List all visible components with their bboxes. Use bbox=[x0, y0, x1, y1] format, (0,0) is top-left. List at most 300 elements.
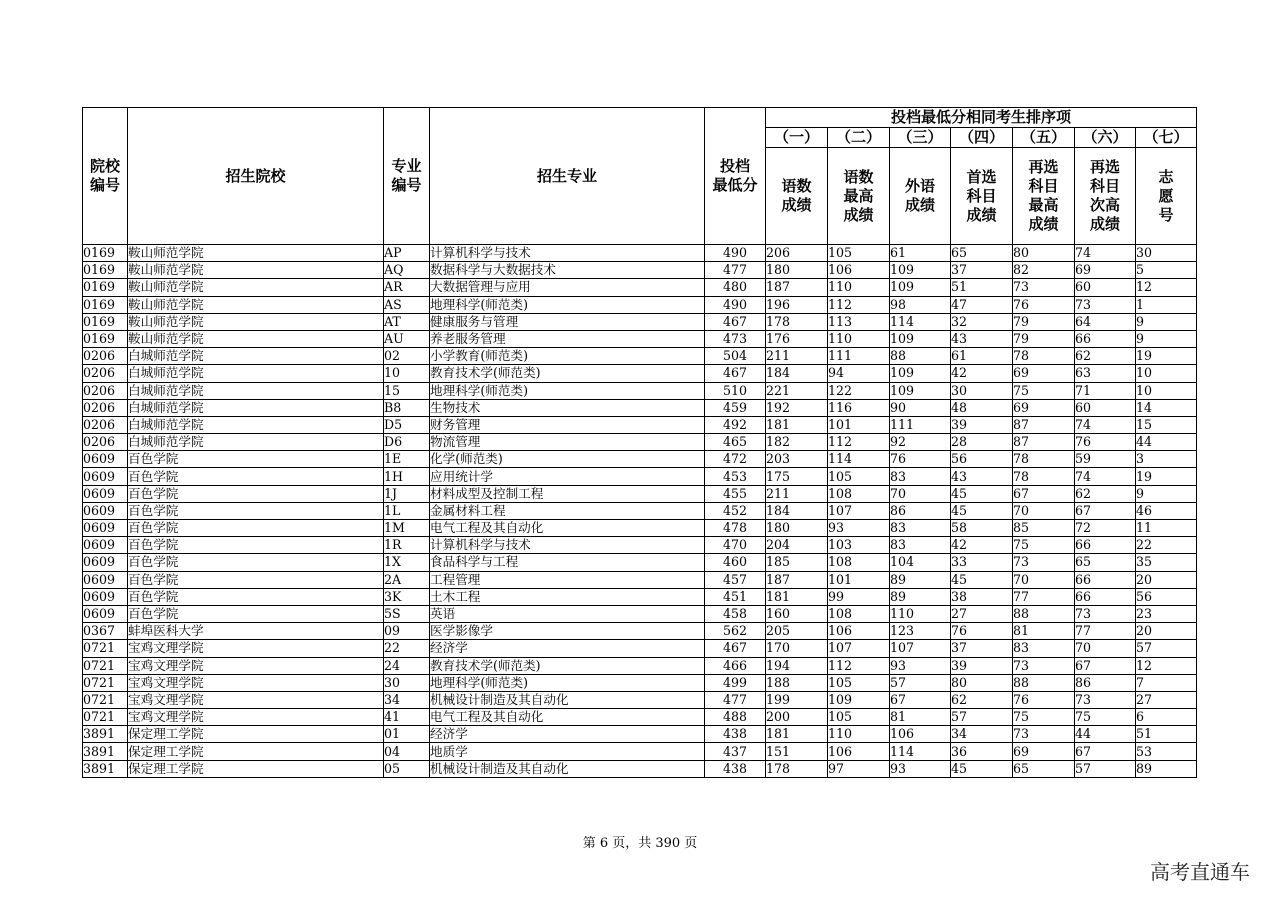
cell-order-5: 78 bbox=[1013, 348, 1075, 365]
cell-min-score: 477 bbox=[705, 262, 766, 279]
cell-order-4: 32 bbox=[951, 313, 1013, 330]
cell-major-name: 地理科学(师范类) bbox=[430, 674, 705, 691]
table-row bbox=[83, 245, 1197, 262]
cell-order-4: 42 bbox=[951, 365, 1013, 382]
cell-order-1: 178 bbox=[766, 760, 828, 777]
cell-school-name: 蚌埠医科大学 bbox=[128, 623, 384, 640]
cell-order-4: 45 bbox=[951, 485, 1013, 502]
cell-order-4: 43 bbox=[951, 330, 1013, 347]
cell-school-code: 0721 bbox=[83, 674, 128, 691]
cell-major-code: AR bbox=[384, 279, 430, 296]
cell-order-2: 112 bbox=[828, 296, 890, 313]
table-row bbox=[83, 623, 1197, 640]
cell-order-1: 221 bbox=[766, 382, 828, 399]
cell-order-1: 160 bbox=[766, 605, 828, 622]
cell-order-2: 116 bbox=[828, 399, 890, 416]
cell-order-1: 199 bbox=[766, 691, 828, 708]
table-body bbox=[83, 245, 1197, 778]
cell-order-4: 37 bbox=[951, 262, 1013, 279]
cell-school-code: 3891 bbox=[83, 760, 128, 777]
cell-school-name: 百色学院 bbox=[128, 605, 384, 622]
cell-major-name: 生物技术 bbox=[430, 399, 705, 416]
cell-order-7: 9 bbox=[1136, 313, 1197, 330]
cell-order-5: 69 bbox=[1013, 365, 1075, 382]
cell-order-3: 92 bbox=[890, 434, 951, 451]
cell-order-2: 105 bbox=[828, 245, 890, 262]
cell-order-3: 109 bbox=[890, 262, 951, 279]
cell-order-6: 60 bbox=[1075, 399, 1136, 416]
table-row bbox=[83, 330, 1197, 347]
cell-major-code: 1X bbox=[384, 554, 430, 571]
cell-major-name: 医学影像学 bbox=[430, 623, 705, 640]
cell-major-name: 计算机科学与技术 bbox=[430, 245, 705, 262]
table-row bbox=[83, 537, 1197, 554]
cell-order-7: 27 bbox=[1136, 691, 1197, 708]
cell-order-4: 45 bbox=[951, 502, 1013, 519]
table-row bbox=[83, 709, 1197, 726]
table-row bbox=[83, 726, 1197, 743]
cell-order-5: 75 bbox=[1013, 382, 1075, 399]
cell-order-5: 65 bbox=[1013, 760, 1075, 777]
cell-school-name: 鞍山师范学院 bbox=[128, 296, 384, 313]
cell-order-5: 82 bbox=[1013, 262, 1075, 279]
cell-min-score: 457 bbox=[705, 571, 766, 588]
cell-order-6: 74 bbox=[1075, 245, 1136, 262]
table-row bbox=[83, 399, 1197, 416]
table-row bbox=[83, 262, 1197, 279]
cell-order-4: 76 bbox=[951, 623, 1013, 640]
cell-order-5: 73 bbox=[1013, 726, 1075, 743]
table-row bbox=[83, 382, 1197, 399]
cell-order-1: 200 bbox=[766, 709, 828, 726]
cell-order-3: 98 bbox=[890, 296, 951, 313]
cell-order-7: 22 bbox=[1136, 537, 1197, 554]
cell-order-5: 73 bbox=[1013, 554, 1075, 571]
cell-order-3: 109 bbox=[890, 382, 951, 399]
cell-order-6: 77 bbox=[1075, 623, 1136, 640]
cell-min-score: 490 bbox=[705, 296, 766, 313]
cell-order-4: 28 bbox=[951, 434, 1013, 451]
cell-major-name: 养老服务管理 bbox=[430, 330, 705, 347]
table-row bbox=[83, 348, 1197, 365]
cell-order-4: 62 bbox=[951, 691, 1013, 708]
cell-order-3: 111 bbox=[890, 416, 951, 433]
table-row bbox=[83, 657, 1197, 674]
cell-school-code: 3891 bbox=[83, 743, 128, 760]
cell-school-code: 0609 bbox=[83, 502, 128, 519]
cell-school-name: 百色学院 bbox=[128, 537, 384, 554]
cell-order-1: 204 bbox=[766, 537, 828, 554]
cell-order-4: 37 bbox=[951, 640, 1013, 657]
cell-order-1: 196 bbox=[766, 296, 828, 313]
cell-order-6: 59 bbox=[1075, 451, 1136, 468]
cell-major-code: 1M bbox=[384, 520, 430, 537]
cell-order-1: 180 bbox=[766, 520, 828, 537]
cell-major-code: 1L bbox=[384, 502, 430, 519]
cell-order-6: 74 bbox=[1075, 416, 1136, 433]
header-order-group: 投档最低分相同考生排序项 bbox=[766, 108, 1197, 128]
cell-order-4: 45 bbox=[951, 571, 1013, 588]
table-row bbox=[83, 674, 1197, 691]
cell-school-code: 0367 bbox=[83, 623, 128, 640]
cell-order-3: 110 bbox=[890, 605, 951, 622]
cell-order-3: 67 bbox=[890, 691, 951, 708]
cell-order-3: 57 bbox=[890, 674, 951, 691]
cell-school-name: 百色学院 bbox=[128, 485, 384, 502]
cell-order-7: 10 bbox=[1136, 382, 1197, 399]
cell-major-code: 5S bbox=[384, 605, 430, 622]
cell-order-6: 86 bbox=[1075, 674, 1136, 691]
cell-order-2: 110 bbox=[828, 330, 890, 347]
cell-order-7: 7 bbox=[1136, 674, 1197, 691]
cell-order-6: 60 bbox=[1075, 279, 1136, 296]
table-header bbox=[83, 108, 1197, 245]
header-order-sub: 语数 成绩 bbox=[766, 148, 828, 245]
cell-order-6: 66 bbox=[1075, 588, 1136, 605]
cell-order-4: 58 bbox=[951, 520, 1013, 537]
cell-major-name: 工程管理 bbox=[430, 571, 705, 588]
cell-school-name: 百色学院 bbox=[128, 571, 384, 588]
cell-major-name: 食品科学与工程 bbox=[430, 554, 705, 571]
cell-order-3: 89 bbox=[890, 588, 951, 605]
cell-major-code: 1E bbox=[384, 451, 430, 468]
cell-order-1: 194 bbox=[766, 657, 828, 674]
cell-order-5: 85 bbox=[1013, 520, 1075, 537]
cell-major-name: 物流管理 bbox=[430, 434, 705, 451]
cell-min-score: 466 bbox=[705, 657, 766, 674]
cell-school-code: 0206 bbox=[83, 348, 128, 365]
cell-school-name: 保定理工学院 bbox=[128, 743, 384, 760]
cell-order-1: 175 bbox=[766, 468, 828, 485]
cell-major-name: 地理科学(师范类) bbox=[430, 382, 705, 399]
cell-major-code: 04 bbox=[384, 743, 430, 760]
cell-order-3: 83 bbox=[890, 520, 951, 537]
header-order-label: （五） bbox=[1013, 128, 1075, 148]
cell-major-code: 05 bbox=[384, 760, 430, 777]
cell-order-1: 180 bbox=[766, 262, 828, 279]
header-order-label: （二） bbox=[828, 128, 890, 148]
cell-major-code: D6 bbox=[384, 434, 430, 451]
cell-min-score: 453 bbox=[705, 468, 766, 485]
cell-school-code: 0609 bbox=[83, 520, 128, 537]
cell-order-1: 181 bbox=[766, 416, 828, 433]
header-min-score: 投档 最低分 bbox=[705, 108, 766, 245]
cell-major-name: 健康服务与管理 bbox=[430, 313, 705, 330]
cell-order-7: 44 bbox=[1136, 434, 1197, 451]
table-row bbox=[83, 554, 1197, 571]
cell-order-2: 110 bbox=[828, 279, 890, 296]
cell-min-score: 477 bbox=[705, 691, 766, 708]
cell-min-score: 473 bbox=[705, 330, 766, 347]
cell-school-name: 百色学院 bbox=[128, 588, 384, 605]
cell-school-code: 0169 bbox=[83, 313, 128, 330]
cell-order-4: 47 bbox=[951, 296, 1013, 313]
cell-order-7: 51 bbox=[1136, 726, 1197, 743]
cell-major-name: 小学教育(师范类) bbox=[430, 348, 705, 365]
cell-order-6: 67 bbox=[1075, 743, 1136, 760]
table-row bbox=[83, 640, 1197, 657]
cell-order-5: 87 bbox=[1013, 416, 1075, 433]
cell-order-2: 99 bbox=[828, 588, 890, 605]
cell-order-2: 122 bbox=[828, 382, 890, 399]
cell-major-code: B8 bbox=[384, 399, 430, 416]
cell-order-4: 65 bbox=[951, 245, 1013, 262]
cell-major-code: AU bbox=[384, 330, 430, 347]
table-row bbox=[83, 571, 1197, 588]
cell-school-code: 0169 bbox=[83, 245, 128, 262]
cell-order-7: 23 bbox=[1136, 605, 1197, 622]
cell-order-1: 187 bbox=[766, 571, 828, 588]
cell-order-7: 89 bbox=[1136, 760, 1197, 777]
cell-order-7: 11 bbox=[1136, 520, 1197, 537]
cell-order-5: 75 bbox=[1013, 537, 1075, 554]
cell-order-7: 6 bbox=[1136, 709, 1197, 726]
cell-order-6: 67 bbox=[1075, 657, 1136, 674]
header-major-name: 招生专业 bbox=[430, 108, 705, 245]
header-order-sub: 外语 成绩 bbox=[890, 148, 951, 245]
cell-major-code: 1R bbox=[384, 537, 430, 554]
cell-order-1: 178 bbox=[766, 313, 828, 330]
cell-order-2: 105 bbox=[828, 709, 890, 726]
cell-order-5: 77 bbox=[1013, 588, 1075, 605]
table-row bbox=[83, 365, 1197, 382]
cell-major-name: 应用统计学 bbox=[430, 468, 705, 485]
cell-min-score: 467 bbox=[705, 313, 766, 330]
cell-order-6: 69 bbox=[1075, 262, 1136, 279]
cell-school-name: 宝鸡文理学院 bbox=[128, 640, 384, 657]
cell-school-code: 0169 bbox=[83, 262, 128, 279]
cell-school-name: 鞍山师范学院 bbox=[128, 330, 384, 347]
cell-order-6: 65 bbox=[1075, 554, 1136, 571]
cell-order-4: 27 bbox=[951, 605, 1013, 622]
cell-order-6: 73 bbox=[1075, 605, 1136, 622]
cell-order-4: 43 bbox=[951, 468, 1013, 485]
cell-order-2: 107 bbox=[828, 502, 890, 519]
cell-major-name: 土木工程 bbox=[430, 588, 705, 605]
cell-order-7: 14 bbox=[1136, 399, 1197, 416]
cell-min-score: 452 bbox=[705, 502, 766, 519]
cell-min-score: 480 bbox=[705, 279, 766, 296]
cell-major-code: 15 bbox=[384, 382, 430, 399]
cell-school-name: 宝鸡文理学院 bbox=[128, 657, 384, 674]
cell-school-code: 0721 bbox=[83, 640, 128, 657]
header-order-sub: 再选 科目 最高 成绩 bbox=[1013, 148, 1075, 245]
cell-order-1: 181 bbox=[766, 588, 828, 605]
cell-major-name: 财务管理 bbox=[430, 416, 705, 433]
cell-major-code: 2A bbox=[384, 571, 430, 588]
cell-order-2: 108 bbox=[828, 554, 890, 571]
cell-order-5: 80 bbox=[1013, 245, 1075, 262]
cell-order-5: 73 bbox=[1013, 279, 1075, 296]
cell-order-6: 70 bbox=[1075, 640, 1136, 657]
cell-major-code: 09 bbox=[384, 623, 430, 640]
cell-order-6: 66 bbox=[1075, 330, 1136, 347]
cell-school-name: 白城师范学院 bbox=[128, 416, 384, 433]
cell-school-code: 0206 bbox=[83, 399, 128, 416]
cell-order-5: 76 bbox=[1013, 296, 1075, 313]
cell-order-2: 94 bbox=[828, 365, 890, 382]
cell-order-3: 109 bbox=[890, 365, 951, 382]
cell-school-name: 鞍山师范学院 bbox=[128, 313, 384, 330]
cell-order-1: 182 bbox=[766, 434, 828, 451]
cell-school-code: 0609 bbox=[83, 588, 128, 605]
cell-order-7: 12 bbox=[1136, 279, 1197, 296]
cell-order-3: 70 bbox=[890, 485, 951, 502]
cell-order-5: 79 bbox=[1013, 313, 1075, 330]
cell-school-code: 0206 bbox=[83, 382, 128, 399]
cell-order-1: 205 bbox=[766, 623, 828, 640]
cell-major-name: 大数据管理与应用 bbox=[430, 279, 705, 296]
cell-min-score: 504 bbox=[705, 348, 766, 365]
cell-major-code: 41 bbox=[384, 709, 430, 726]
cell-order-2: 111 bbox=[828, 348, 890, 365]
cell-order-6: 64 bbox=[1075, 313, 1136, 330]
cell-order-1: 187 bbox=[766, 279, 828, 296]
cell-order-2: 110 bbox=[828, 726, 890, 743]
cell-order-4: 57 bbox=[951, 709, 1013, 726]
header-order-label: （三） bbox=[890, 128, 951, 148]
header-order-label: （六） bbox=[1075, 128, 1136, 148]
cell-order-5: 81 bbox=[1013, 623, 1075, 640]
cell-order-2: 107 bbox=[828, 640, 890, 657]
header-order-sub: 志 愿 号 bbox=[1136, 148, 1197, 245]
cell-order-4: 33 bbox=[951, 554, 1013, 571]
cell-school-name: 宝鸡文理学院 bbox=[128, 691, 384, 708]
cell-major-code: AP bbox=[384, 245, 430, 262]
cell-school-name: 百色学院 bbox=[128, 468, 384, 485]
header-order-label: （四） bbox=[951, 128, 1013, 148]
cell-order-4: 45 bbox=[951, 760, 1013, 777]
cell-order-1: 184 bbox=[766, 502, 828, 519]
cell-major-code: 10 bbox=[384, 365, 430, 382]
table-row bbox=[83, 691, 1197, 708]
cell-order-2: 113 bbox=[828, 313, 890, 330]
cell-major-name: 地理科学(师范类) bbox=[430, 296, 705, 313]
cell-major-code: AT bbox=[384, 313, 430, 330]
cell-order-2: 114 bbox=[828, 451, 890, 468]
cell-major-name: 材料成型及控制工程 bbox=[430, 485, 705, 502]
cell-school-name: 保定理工学院 bbox=[128, 760, 384, 777]
cell-min-score: 492 bbox=[705, 416, 766, 433]
cell-order-5: 87 bbox=[1013, 434, 1075, 451]
header-school-name: 招生院校 bbox=[128, 108, 384, 245]
table-row bbox=[83, 468, 1197, 485]
cell-major-code: 22 bbox=[384, 640, 430, 657]
cell-major-name: 经济学 bbox=[430, 726, 705, 743]
cell-order-7: 9 bbox=[1136, 485, 1197, 502]
cell-min-score: 451 bbox=[705, 588, 766, 605]
cell-order-2: 106 bbox=[828, 623, 890, 640]
cell-order-7: 1 bbox=[1136, 296, 1197, 313]
cell-order-7: 9 bbox=[1136, 330, 1197, 347]
cell-order-4: 51 bbox=[951, 279, 1013, 296]
cell-order-5: 70 bbox=[1013, 571, 1075, 588]
cell-order-5: 75 bbox=[1013, 709, 1075, 726]
cell-min-score: 490 bbox=[705, 245, 766, 262]
cell-order-1: 188 bbox=[766, 674, 828, 691]
cell-order-5: 78 bbox=[1013, 451, 1075, 468]
cell-min-score: 499 bbox=[705, 674, 766, 691]
cell-major-code: 1H bbox=[384, 468, 430, 485]
cell-order-2: 106 bbox=[828, 262, 890, 279]
cell-school-code: 0609 bbox=[83, 485, 128, 502]
cell-min-score: 437 bbox=[705, 743, 766, 760]
admission-table bbox=[82, 107, 1197, 778]
cell-order-4: 80 bbox=[951, 674, 1013, 691]
cell-order-1: 151 bbox=[766, 743, 828, 760]
cell-min-score: 438 bbox=[705, 726, 766, 743]
cell-school-name: 百色学院 bbox=[128, 451, 384, 468]
cell-order-6: 75 bbox=[1075, 709, 1136, 726]
table-row bbox=[83, 760, 1197, 777]
cell-order-4: 56 bbox=[951, 451, 1013, 468]
cell-order-1: 185 bbox=[766, 554, 828, 571]
cell-school-code: 0609 bbox=[83, 571, 128, 588]
cell-order-5: 67 bbox=[1013, 485, 1075, 502]
cell-major-code: 30 bbox=[384, 674, 430, 691]
cell-school-code: 0609 bbox=[83, 537, 128, 554]
table-row bbox=[83, 313, 1197, 330]
cell-major-name: 数据科学与大数据技术 bbox=[430, 262, 705, 279]
cell-min-score: 472 bbox=[705, 451, 766, 468]
cell-order-6: 62 bbox=[1075, 485, 1136, 502]
cell-major-name: 计算机科学与技术 bbox=[430, 537, 705, 554]
cell-min-score: 470 bbox=[705, 537, 766, 554]
cell-school-code: 0206 bbox=[83, 365, 128, 382]
cell-major-name: 教育技术学(师范类) bbox=[430, 657, 705, 674]
cell-order-2: 108 bbox=[828, 605, 890, 622]
table-row bbox=[83, 434, 1197, 451]
cell-school-name: 鞍山师范学院 bbox=[128, 279, 384, 296]
cell-order-3: 109 bbox=[890, 279, 951, 296]
cell-order-3: 93 bbox=[890, 657, 951, 674]
cell-order-3: 89 bbox=[890, 571, 951, 588]
header-order-sub: 首选 科目 成绩 bbox=[951, 148, 1013, 245]
cell-order-3: 114 bbox=[890, 743, 951, 760]
table-row bbox=[83, 451, 1197, 468]
cell-school-code: 0169 bbox=[83, 279, 128, 296]
cell-order-2: 97 bbox=[828, 760, 890, 777]
cell-order-1: 170 bbox=[766, 640, 828, 657]
cell-order-1: 184 bbox=[766, 365, 828, 382]
cell-school-name: 白城师范学院 bbox=[128, 434, 384, 451]
cell-min-score: 438 bbox=[705, 760, 766, 777]
cell-order-7: 5 bbox=[1136, 262, 1197, 279]
cell-order-5: 76 bbox=[1013, 691, 1075, 708]
cell-order-3: 90 bbox=[890, 399, 951, 416]
cell-order-6: 76 bbox=[1075, 434, 1136, 451]
cell-order-7: 19 bbox=[1136, 348, 1197, 365]
cell-school-code: 0721 bbox=[83, 691, 128, 708]
cell-min-score: 562 bbox=[705, 623, 766, 640]
cell-min-score: 478 bbox=[705, 520, 766, 537]
cell-order-6: 66 bbox=[1075, 537, 1136, 554]
table-row bbox=[83, 743, 1197, 760]
cell-order-3: 86 bbox=[890, 502, 951, 519]
cell-order-7: 12 bbox=[1136, 657, 1197, 674]
cell-major-name: 教育技术学(师范类) bbox=[430, 365, 705, 382]
cell-order-4: 34 bbox=[951, 726, 1013, 743]
cell-major-code: 3K bbox=[384, 588, 430, 605]
cell-order-3: 93 bbox=[890, 760, 951, 777]
cell-order-1: 176 bbox=[766, 330, 828, 347]
cell-school-name: 白城师范学院 bbox=[128, 348, 384, 365]
cell-school-code: 0206 bbox=[83, 416, 128, 433]
cell-school-code: 0206 bbox=[83, 434, 128, 451]
cell-order-7: 35 bbox=[1136, 554, 1197, 571]
cell-order-1: 206 bbox=[766, 245, 828, 262]
cell-min-score: 510 bbox=[705, 382, 766, 399]
